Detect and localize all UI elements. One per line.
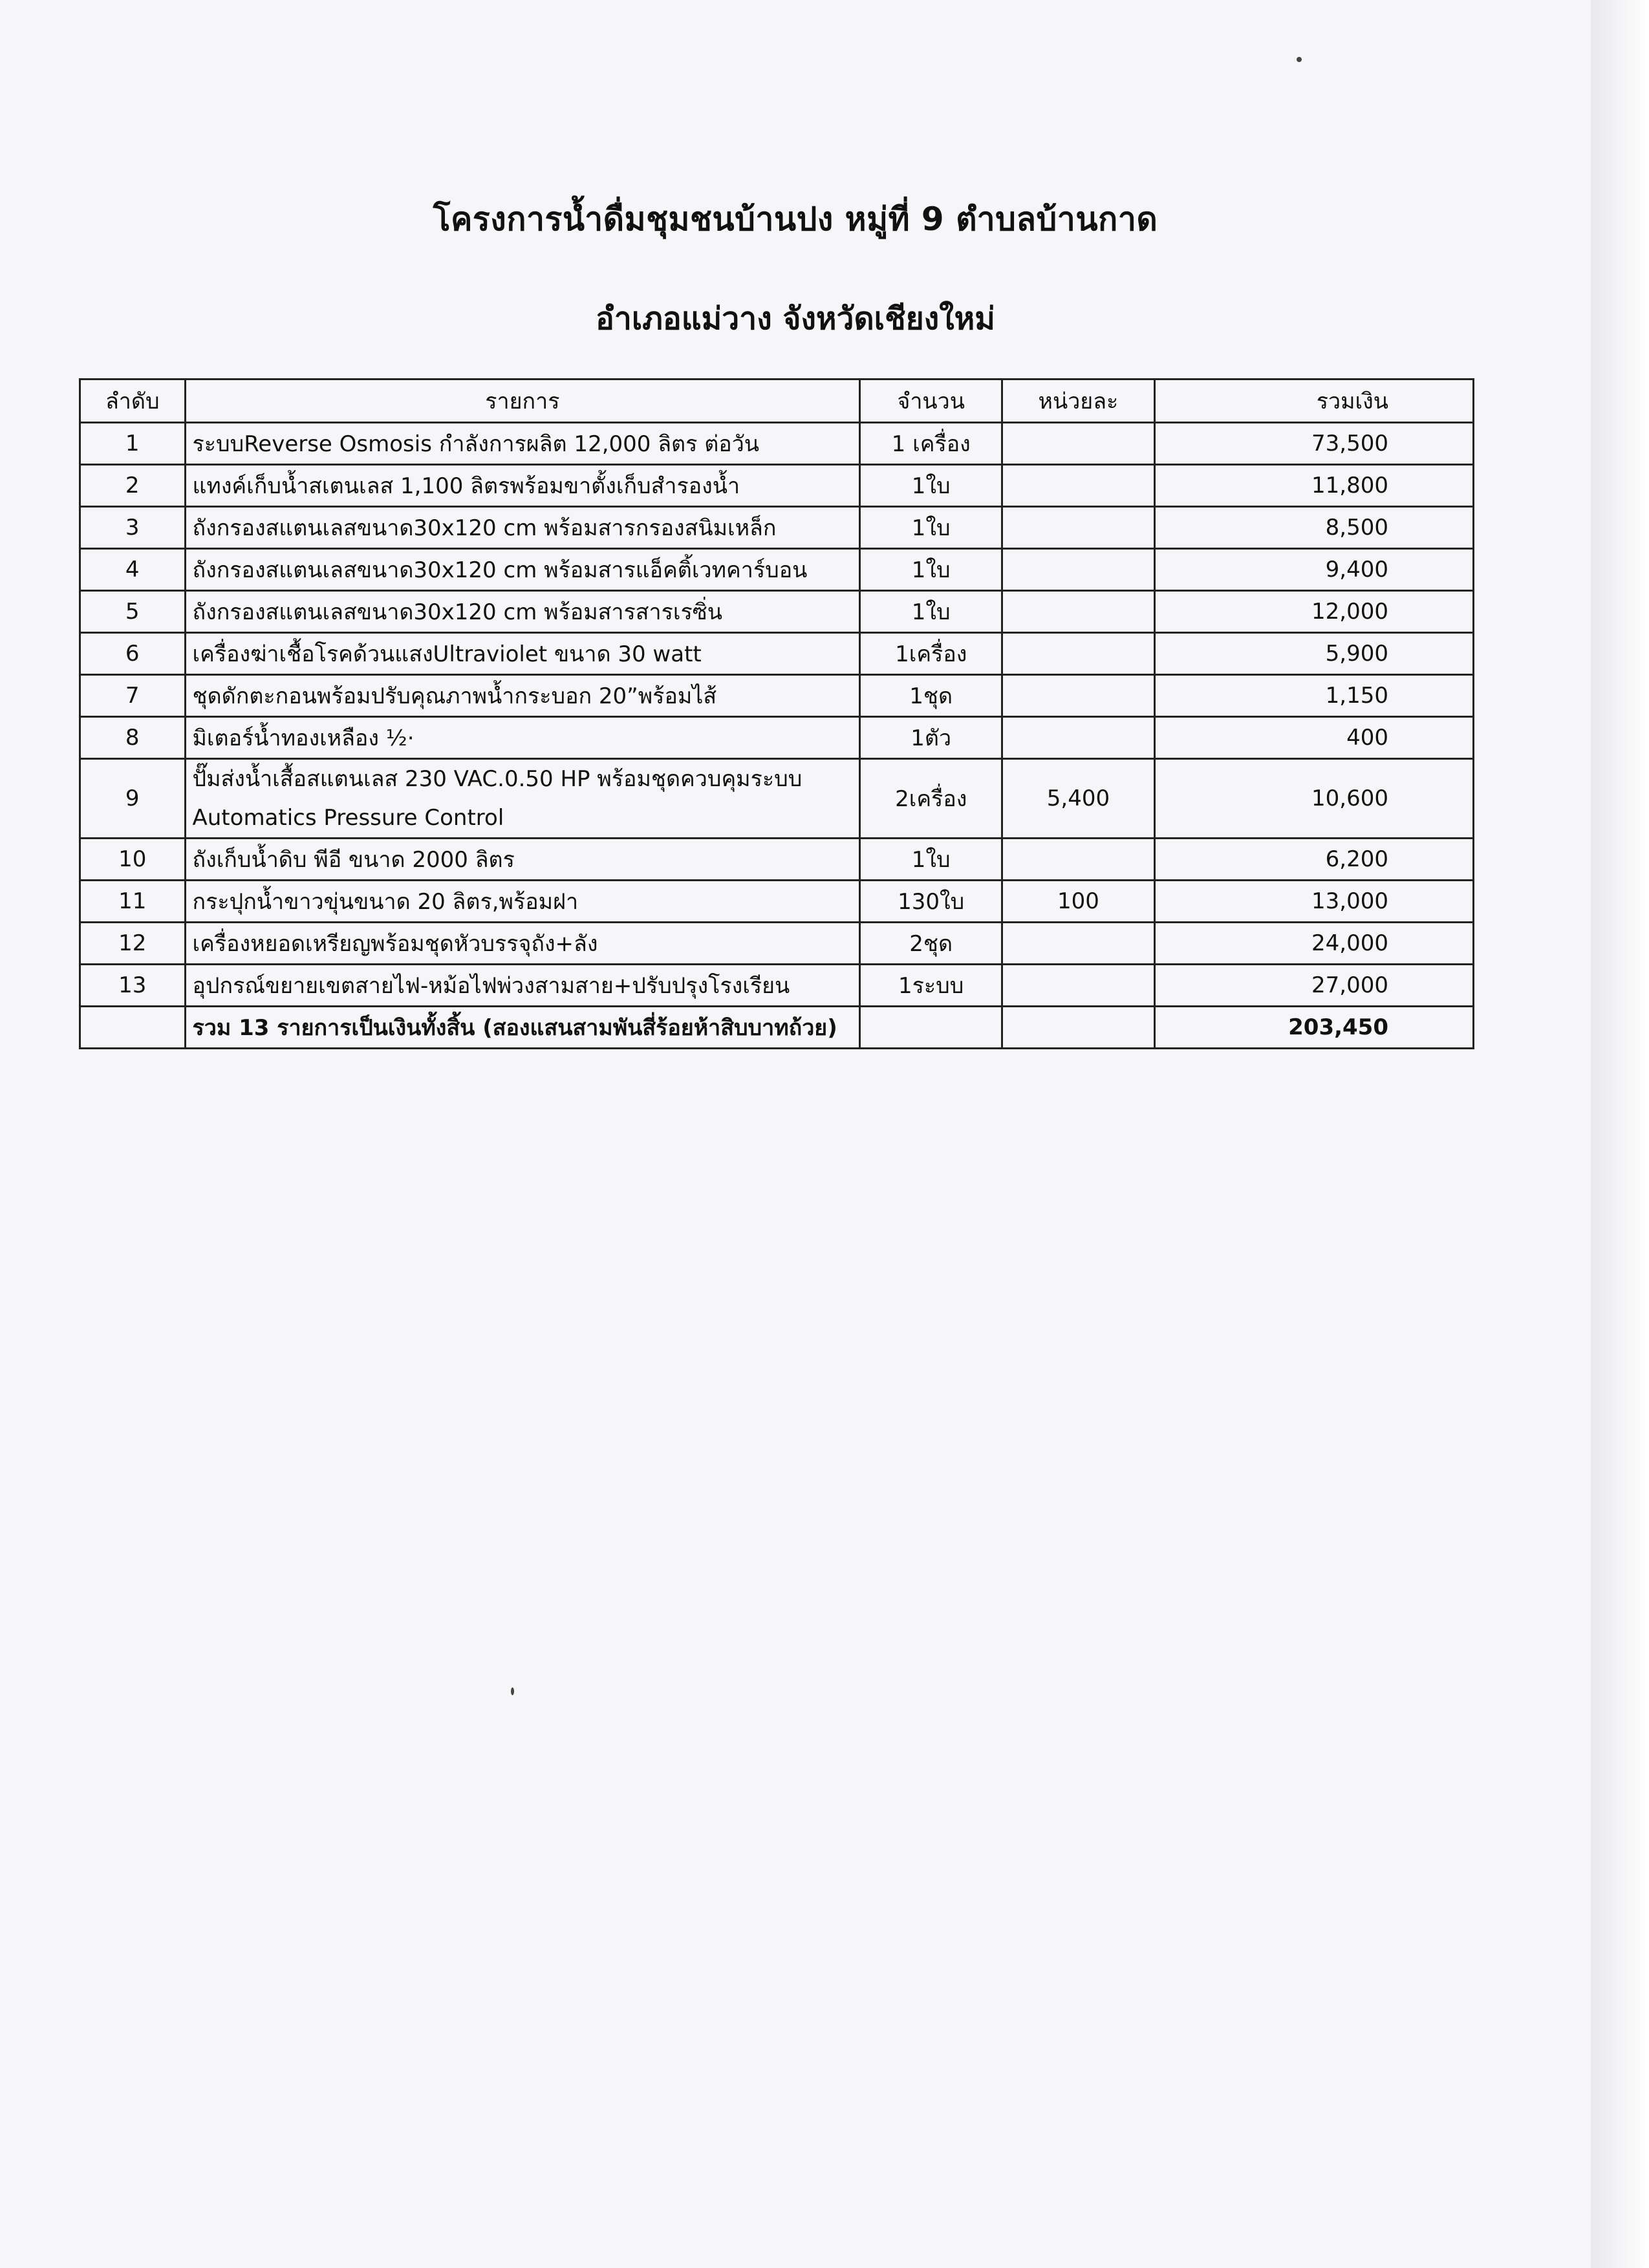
table-row: [80, 759, 1474, 839]
summary-total: 203,450: [1154, 1007, 1473, 1049]
items-table: [79, 378, 1474, 1049]
row-unit-price: [1002, 839, 1155, 881]
header-total: รวมเงิน: [1154, 380, 1473, 423]
row-unit-price: [1002, 423, 1155, 465]
row-description: มิเตอร์น้ำทองเหลือง ½·: [185, 717, 860, 759]
row-no: 13: [80, 965, 186, 1007]
table-body: [80, 423, 1474, 1049]
row-description: ถังเก็บน้ำดิบ พีอี ขนาด 2000 ลิตร: [185, 839, 860, 881]
table-row: [80, 423, 1474, 465]
row-description: แทงค์เก็บน้ำสเตนเลส 1,100 ลิตรพร้อมขาตั้งเก็บสำรองน้ำ: [185, 465, 860, 507]
table-row: [80, 465, 1474, 507]
row-quantity: 1ระบบ: [860, 965, 1002, 1007]
summary-row: [80, 1007, 1474, 1049]
row-quantity: 2เครื่อง: [860, 759, 1002, 839]
row-unit-price: 5,400: [1002, 759, 1155, 839]
row-total: 24,000: [1154, 923, 1473, 965]
scan-edge: [1591, 0, 1649, 2268]
row-description-line: ปั๊มส่งน้ำเสื้อสแตนเลส 230 VAC.0.50 HP พร้อมชุดควบคุมระบบ: [192, 766, 803, 792]
row-quantity: 1ชุด: [860, 675, 1002, 717]
row-no: 3: [80, 507, 186, 549]
row-unit-price: [1002, 507, 1155, 549]
table-row: [80, 839, 1474, 881]
row-quantity: 130ใบ: [860, 881, 1002, 923]
row-description: อุปกรณ์ขยายเขตสายไฟ-หม้อไฟพ่วงสามสาย+ปรับปรุงโรงเรียน: [185, 965, 860, 1007]
row-quantity: 1ใบ: [860, 507, 1002, 549]
table-row: [80, 633, 1474, 675]
row-unit-price: [1002, 549, 1155, 591]
row-no: 7: [80, 675, 186, 717]
row-description: ระบบReverse Osmosis กำลังการผลิต 12,000 ลิตร ต่อวัน: [185, 423, 860, 465]
row-description: ถังกรองสแตนเลสขนาด30x120 cm พร้อมสารสารเรซิ่น: [185, 591, 860, 633]
row-quantity: 2ชุด: [860, 923, 1002, 965]
row-no: 6: [80, 633, 186, 675]
row-description: ถังกรองสแตนเลสขนาด30x120 cm พร้อมสารแอ็คติ้เวทคาร์บอน: [185, 549, 860, 591]
row-total: 8,500: [1154, 507, 1473, 549]
row-quantity: 1เครื่อง: [860, 633, 1002, 675]
row-total: 27,000: [1154, 965, 1473, 1007]
row-total: 5,900: [1154, 633, 1473, 675]
row-description: เครื่องฆ่าเชื้อโรคด้วนแสงUltraviolet ขนาด 30 watt: [185, 633, 860, 675]
row-quantity: 1ใบ: [860, 591, 1002, 633]
row-no: 2: [80, 465, 186, 507]
row-unit-price: 100: [1002, 881, 1155, 923]
table-header-row: [80, 380, 1474, 423]
row-quantity: 1ใบ: [860, 839, 1002, 881]
table-row: [80, 507, 1474, 549]
table-row: [80, 881, 1474, 923]
scan-speck: [511, 1687, 514, 1695]
row-no: 10: [80, 839, 186, 881]
row-quantity: 1ใบ: [860, 465, 1002, 507]
summary-unit-cell: [1002, 1007, 1155, 1049]
document-subtitle: อำเภอแม่วาง จังหวัดเชียงใหม่: [596, 301, 995, 337]
table-row: [80, 923, 1474, 965]
summary-qty-cell: [860, 1007, 1002, 1049]
document-title: โครงการน้ำดื่มชุมชนบ้านปง หมู่ที่ 9 ตำบลบ้านกาด: [433, 200, 1158, 238]
row-unit-price: [1002, 923, 1155, 965]
row-no: 4: [80, 549, 186, 591]
scan-speck: [1297, 57, 1302, 62]
row-no: 12: [80, 923, 186, 965]
row-total: 1,150: [1154, 675, 1473, 717]
row-description: เครื่องหยอดเหรียญพร้อมชุดหัวบรรจุถัง+ลัง: [185, 923, 860, 965]
row-unit-price: [1002, 965, 1155, 1007]
row-unit-price: [1002, 675, 1155, 717]
row-total: 9,400: [1154, 549, 1473, 591]
row-total: 400: [1154, 717, 1473, 759]
row-description-line: Automatics Pressure Control: [192, 805, 504, 831]
row-total: 11,800: [1154, 465, 1473, 507]
summary-empty-cell: [80, 1007, 186, 1049]
row-no: 5: [80, 591, 186, 633]
row-quantity: 1ใบ: [860, 549, 1002, 591]
table-row: [80, 965, 1474, 1007]
row-total: 73,500: [1154, 423, 1473, 465]
row-total: 13,000: [1154, 881, 1473, 923]
row-description: กระปุกน้ำขาวขุ่นขนาด 20 ลิตร,พร้อมฝา: [185, 881, 860, 923]
row-quantity: 1 เครื่อง: [860, 423, 1002, 465]
row-unit-price: [1002, 465, 1155, 507]
row-description: [185, 759, 860, 839]
table-row: [80, 717, 1474, 759]
row-no: 1: [80, 423, 186, 465]
row-description: ถังกรองสแตนเลสขนาด30x120 cm พร้อมสารกรองสนิมเหล็ก: [185, 507, 860, 549]
header-description: รายการ: [185, 380, 860, 423]
row-quantity: 1ตัว: [860, 717, 1002, 759]
row-no: 11: [80, 881, 186, 923]
row-unit-price: [1002, 591, 1155, 633]
summary-label: รวม 13 รายการเป็นเงินทั้งสิ้น (สองแสนสามพันสี่ร้อยห้าสิบบาทถ้วย): [185, 1007, 860, 1049]
row-description: ชุดดักตะกอนพร้อมปรับคุณภาพน้ำกระบอก 20”พร้อมไส้: [185, 675, 860, 717]
table-row: [80, 591, 1474, 633]
row-unit-price: [1002, 633, 1155, 675]
row-total: 10,600: [1154, 759, 1473, 839]
row-no: 9: [80, 759, 186, 839]
header-quantity: จำนวน: [860, 380, 1002, 423]
row-no: 8: [80, 717, 186, 759]
table-row: [80, 675, 1474, 717]
row-unit-price: [1002, 717, 1155, 759]
row-total: 6,200: [1154, 839, 1473, 881]
header-unit-price: หน่วยละ: [1002, 380, 1155, 423]
table-row: [80, 549, 1474, 591]
row-total: 12,000: [1154, 591, 1473, 633]
header-no: ลำดับ: [80, 380, 186, 423]
